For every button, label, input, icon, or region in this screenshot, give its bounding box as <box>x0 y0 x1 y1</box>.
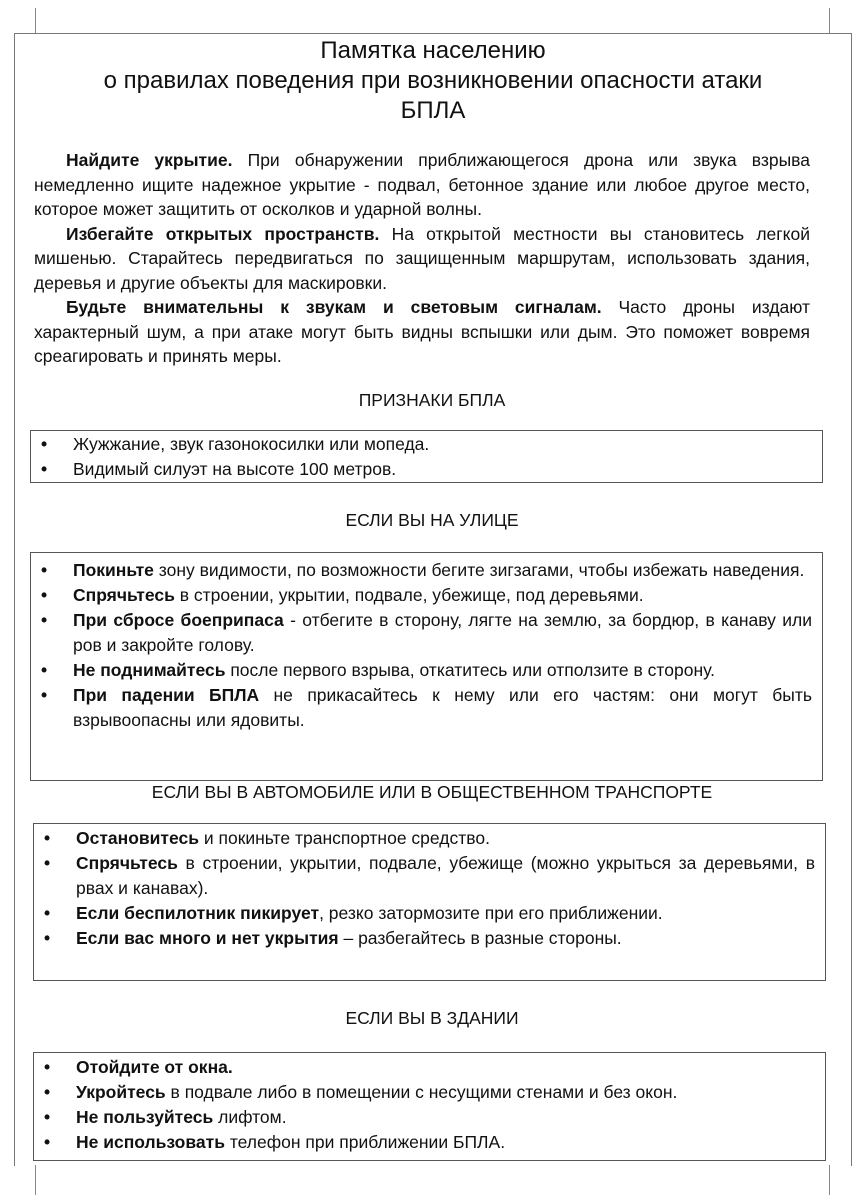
crop-mark <box>35 8 36 33</box>
intro-body: На открытой местности вы становитесь легкой мишенью. Старайтесь передвигаться по защищенным маршрутам, использовать здания, деревья и другие объекты для маскировки. <box>34 223 811 293</box>
list-item <box>73 558 812 583</box>
item-text: лифтом. <box>213 1107 287 1127</box>
item-lead: Если вас много и нет укрытия <box>76 928 339 948</box>
list-item <box>76 901 815 926</box>
item-lead: Если беспилотник пикирует <box>76 903 320 923</box>
list-item <box>73 457 812 482</box>
list-item <box>73 583 812 608</box>
list-item <box>76 926 815 951</box>
item-lead: Отойдите от окна. <box>76 1057 233 1077</box>
building-box <box>33 1052 826 1161</box>
item-lead: Не использовать <box>76 1132 225 1152</box>
list-item <box>76 1105 815 1130</box>
item-text: в подвале либо в помещении с несущими стенами и без окон. <box>165 1082 678 1102</box>
list-item <box>76 851 815 901</box>
intro-text <box>34 148 810 369</box>
list-item <box>73 432 812 457</box>
street-box <box>30 552 823 781</box>
title-line: о правилах поведения при возникновении опасности атаки <box>103 67 763 94</box>
item-lead: Не поднимайтесь <box>73 660 226 680</box>
bullet-list <box>31 432 822 482</box>
section-heading: ЕСЛИ ВЫ НА УЛИЦЕ <box>345 510 519 530</box>
item-lead: Остановитесь <box>76 828 199 848</box>
intro-body: Часто дроны издают характерный шум, а при атаке могут быть видны вспышки или дым. Это поможет вовремя среагировать и принять меры. <box>34 297 810 366</box>
intro-paragraph <box>34 295 810 369</box>
intro-paragraph <box>34 222 810 296</box>
crop-mark <box>35 1165 36 1195</box>
item-text: не прикасайтесь к нему или его частям: они могут быть взрывоопасны или ядовиты. <box>73 685 812 730</box>
item-lead: Спрячьтесь <box>76 853 178 873</box>
item-lead: При падении БПЛА <box>73 685 260 705</box>
item-text: - отбегите в сторону, лягте на землю, за бордюр, в канаву или ров и закройте голову. <box>73 610 812 655</box>
item-text: – разбегайтесь в разные стороны. <box>338 928 622 948</box>
item-text: , резко затормозите при его приближении. <box>319 903 663 923</box>
list-item <box>73 683 812 733</box>
item-text: после первого взрыва, откатитесь или отползите в сторону. <box>225 660 715 680</box>
item-text: и покиньте транспортное средство. <box>199 828 490 848</box>
item-text: Жужжание, звук газонокосилки или мопеда. <box>73 434 430 454</box>
intro-lead: Найдите укрытие. <box>66 150 233 170</box>
title-line: БПЛА <box>400 97 466 124</box>
bullet-list <box>31 558 822 733</box>
list-item <box>76 826 815 851</box>
item-lead: Укройтесь <box>76 1082 166 1102</box>
bullet-list <box>34 1055 825 1155</box>
item-text: зону видимости, по возможности бегите зигзагами, чтобы избежать наведения. <box>153 560 805 580</box>
list-item <box>73 608 812 658</box>
item-lead: Не пользуйтесь <box>76 1107 214 1127</box>
item-text: телефон при приближении БПЛА. <box>224 1132 506 1152</box>
crop-mark <box>829 8 830 33</box>
item-lead: При сбросе боеприпаса <box>73 610 284 630</box>
section-heading: ПРИЗНАКИ БПЛА <box>358 390 506 410</box>
signs-box <box>30 430 823 483</box>
title-line: Памятка населению <box>320 37 546 64</box>
vehicle-box <box>33 823 826 981</box>
intro-lead: Будьте внимательны к звукам и световым сигналам. <box>66 297 602 317</box>
list-item <box>76 1130 815 1155</box>
list-item <box>76 1080 815 1105</box>
list-item <box>73 658 812 683</box>
item-text: Видимый силуэт на высоте 100 метров. <box>73 459 397 479</box>
item-lead: Спрячьтесь <box>73 585 175 605</box>
section-heading: ЕСЛИ ВЫ В ЗДАНИИ <box>345 1008 519 1028</box>
item-text: в строении, укрытии, подвале, убежище (можно укрыться за деревьями, в рвах и канавах). <box>76 853 815 898</box>
list-item <box>76 1055 815 1080</box>
crop-mark <box>829 1165 830 1195</box>
intro-paragraph <box>34 148 810 222</box>
item-lead: Покиньте <box>73 560 154 580</box>
intro-body: При обнаружении приближающегося дрона или звука взрыва немедленно ищите надежное укрытие - подвал, бетонное здание или любое другое место, которое может защитить от осколков и ударной волны. <box>34 150 810 219</box>
section-heading: ЕСЛИ ВЫ В АВТОМОБИЛЕ ИЛИ В ОБЩЕСТВЕННОМ ТРАНСПОРТЕ <box>151 782 713 802</box>
bullet-list <box>34 826 825 951</box>
page-title <box>20 36 846 126</box>
item-text: в строении, укрытии, подвале, убежище, под деревьями. <box>174 585 644 605</box>
intro-lead: Избегайте открытых пространств. <box>66 223 380 244</box>
